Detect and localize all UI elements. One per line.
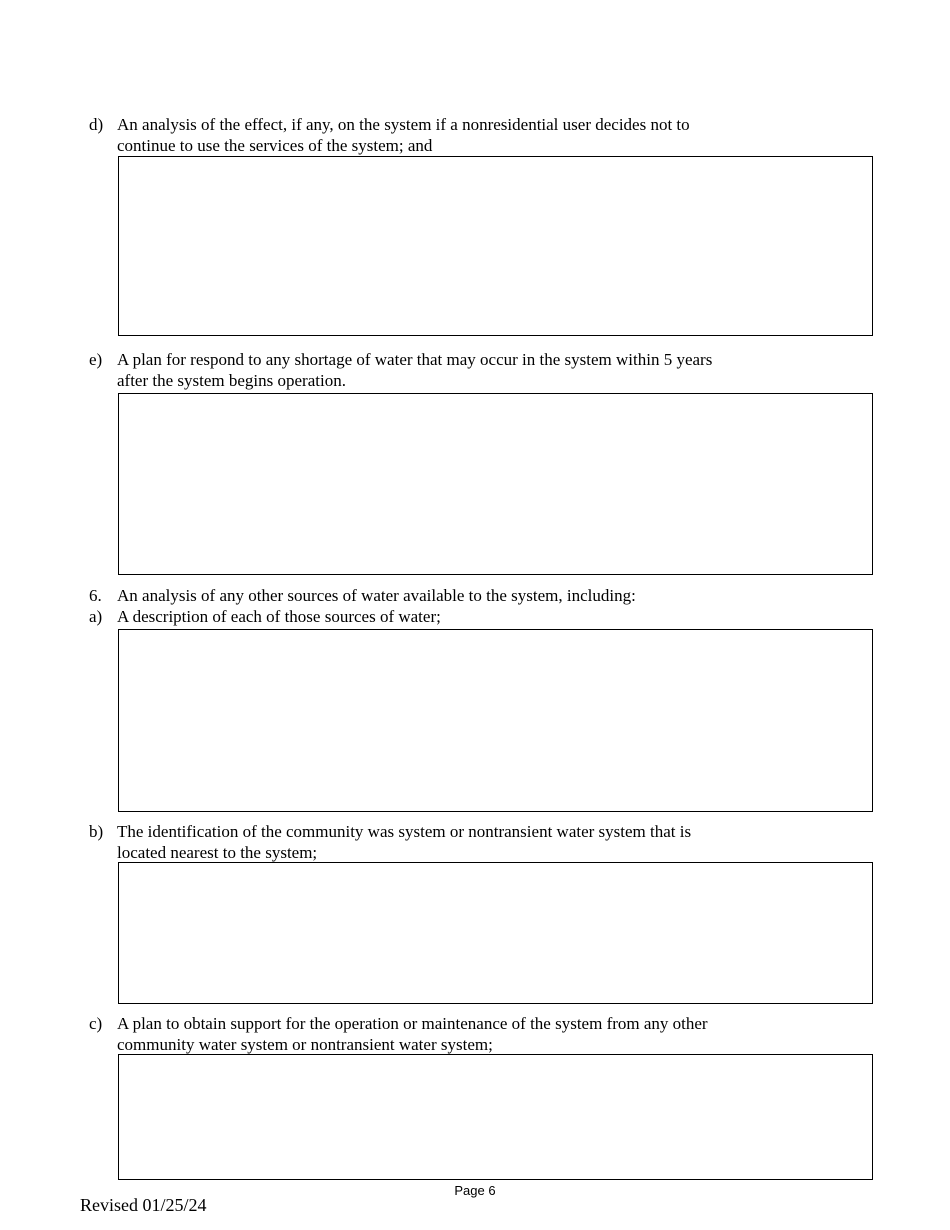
answer-box-d[interactable] bbox=[118, 156, 873, 336]
answer-box-b[interactable] bbox=[118, 862, 873, 1004]
question-e-text bbox=[117, 349, 817, 391]
question-c-marker: c) bbox=[89, 1014, 103, 1033]
question-b-line1: The identification of the community was system or nontransient water system that is bbox=[117, 822, 692, 841]
answer-box-a[interactable] bbox=[118, 629, 873, 812]
question-6-line1: An analysis of any other sources of water available to the system, including: bbox=[117, 586, 636, 605]
revision-date: Revised 01/25/24 bbox=[80, 1195, 207, 1215]
question-c-line1: A plan to obtain support for the operation or maintenance of the system from any other bbox=[117, 1014, 708, 1033]
question-b-text bbox=[117, 821, 817, 863]
answer-box-c[interactable] bbox=[118, 1054, 873, 1180]
question-6-text bbox=[117, 585, 817, 606]
question-c-line2: community water system or nontransient water system; bbox=[117, 1035, 493, 1054]
question-e-line1: A plan for respond to any shortage of water that may occur in the system within 5 years bbox=[117, 350, 713, 369]
question-e-marker: e) bbox=[89, 350, 103, 369]
question-d-line1: An analysis of the effect, if any, on the system if a nonresidential user decides not to bbox=[117, 115, 690, 134]
question-d-text bbox=[117, 114, 817, 156]
question-b-line2: located nearest to the system; bbox=[117, 843, 318, 862]
question-d-marker: d) bbox=[89, 115, 104, 134]
page-number: Page 6 bbox=[454, 1183, 496, 1198]
question-b-marker: b) bbox=[89, 822, 104, 841]
question-e-line2: after the system begins operation. bbox=[117, 371, 346, 390]
question-c-text bbox=[117, 1013, 817, 1055]
question-a-line1: A description of each of those sources of water; bbox=[117, 607, 441, 626]
question-a-text bbox=[117, 606, 817, 627]
question-d-line2: continue to use the services of the system; and bbox=[117, 136, 433, 155]
answer-box-e[interactable] bbox=[118, 393, 873, 575]
question-6-marker: 6. bbox=[89, 586, 102, 605]
question-a-marker: a) bbox=[89, 607, 103, 626]
